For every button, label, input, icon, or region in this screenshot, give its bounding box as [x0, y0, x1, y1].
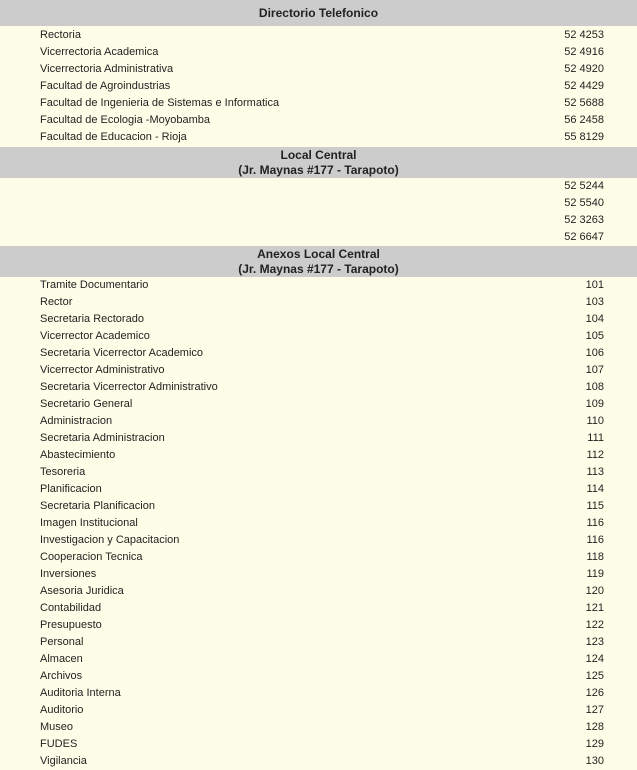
entry-number: 114 [586, 483, 604, 495]
list-item [0, 112, 637, 129]
list-item [0, 566, 637, 583]
list-item [0, 447, 637, 464]
list-item [0, 413, 637, 430]
entry-number: 52 4920 [564, 63, 604, 75]
entry-number: 52 3263 [564, 214, 604, 226]
entry-name: Facultad de Ingenieria de Sistemas e Informatica [40, 97, 280, 109]
entry-number: 107 [585, 364, 604, 376]
list-item [0, 95, 637, 112]
section-local-central [0, 147, 637, 246]
entry-name: FUDES [40, 738, 78, 750]
entry-name: Personal [40, 636, 84, 648]
entry-number: 123 [585, 636, 604, 648]
list-item [0, 549, 637, 566]
list-item [0, 685, 637, 702]
section-title: Local Central [280, 148, 357, 162]
entry-name: Secretaria Vicerrector Academico [40, 347, 204, 359]
section-header [0, 246, 637, 277]
phone-list [0, 178, 637, 246]
section-anexos [0, 246, 637, 770]
entry-number: 121 [585, 602, 604, 614]
entry-name: Facultad de Agroindustrias [40, 80, 171, 92]
entry-name: Vicerrector Academico [40, 330, 150, 342]
entry-name: Secretario General [40, 398, 133, 410]
section-directorio [0, 0, 637, 146]
entry-name: Planificacion [40, 483, 102, 495]
list-item [0, 651, 637, 668]
entry-name: Contabilidad [40, 602, 102, 614]
entry-number: 56 2458 [564, 114, 604, 126]
entry-number: 52 4253 [564, 29, 604, 41]
entry-number: 105 [585, 330, 604, 342]
entry-name: Imagen Institucional [40, 517, 138, 529]
extension-list [0, 277, 637, 770]
entry-number: 122 [585, 619, 604, 631]
entry-name: Cooperacion Tecnica [40, 551, 143, 563]
entry-name: Secretaria Rectorado [40, 313, 144, 325]
list-item [0, 600, 637, 617]
entry-number: 113 [586, 466, 604, 478]
entry-number: 125 [585, 670, 604, 682]
entry-number: 52 5244 [564, 180, 604, 192]
entry-name: Facultad de Educacion - Rioja [40, 131, 187, 143]
entry-name: Auditoria Interna [40, 687, 121, 699]
entry-number: 112 [586, 449, 604, 461]
section-subtitle: (Jr. Maynas #177 - Tarapoto) [238, 163, 399, 177]
phone-list [0, 26, 637, 146]
entry-name: Archivos [40, 670, 83, 682]
entry-number: 128 [585, 721, 604, 733]
entry-number: 120 [585, 585, 604, 597]
entry-number: 52 4429 [564, 80, 604, 92]
entry-number: 116 [586, 534, 604, 546]
entry-name: Vicerrectoria Academica [40, 46, 159, 58]
entry-name: Vicerrector Administrativo [40, 364, 165, 376]
list-item [0, 464, 637, 481]
list-item [0, 178, 637, 195]
entry-name: Abastecimiento [40, 449, 116, 461]
list-item [0, 617, 637, 634]
entry-number: 109 [585, 398, 604, 410]
list-item [0, 634, 637, 651]
entry-name: Tramite Documentario [40, 279, 149, 291]
list-item [0, 328, 637, 345]
list-item [0, 212, 637, 229]
section-header [0, 147, 637, 178]
list-item [0, 195, 637, 212]
section-header [0, 0, 637, 26]
list-item [0, 702, 637, 719]
entry-name: Vicerrectoria Administrativa [40, 63, 174, 75]
entry-number: 110 [586, 415, 604, 427]
entry-name: Facultad de Ecologia -Moyobamba [40, 114, 210, 126]
entry-number: 118 [586, 551, 604, 563]
list-item [0, 277, 637, 294]
list-item [0, 345, 637, 362]
list-item [0, 61, 637, 78]
entry-name: Asesoria Juridica [40, 585, 124, 597]
entry-number: 52 6647 [564, 231, 604, 243]
list-item [0, 396, 637, 413]
entry-number: 52 5688 [564, 97, 604, 109]
entry-number: 119 [586, 568, 604, 580]
entry-number: 55 8129 [564, 131, 604, 143]
list-item [0, 311, 637, 328]
entry-name: Tesoreria [40, 466, 86, 478]
entry-name: Vigilancia [40, 755, 87, 767]
list-item [0, 27, 637, 44]
list-item [0, 379, 637, 396]
entry-number: 116 [586, 517, 604, 529]
entry-number: 52 4916 [564, 46, 604, 58]
section-title: Directorio Telefonico [258, 6, 379, 20]
list-item [0, 532, 637, 549]
list-item [0, 668, 637, 685]
entry-name: Administracion [40, 415, 113, 427]
entry-number: 104 [585, 313, 604, 325]
entry-name: Secretaria Vicerrector Administrativo [40, 381, 218, 393]
entry-name: Auditorio [40, 704, 84, 716]
list-item [0, 44, 637, 61]
list-item [0, 498, 637, 515]
list-item [0, 78, 637, 95]
list-item [0, 481, 637, 498]
list-item [0, 583, 637, 600]
entry-number: 130 [585, 755, 604, 767]
entry-name: Presupuesto [40, 619, 102, 631]
list-item [0, 753, 637, 770]
entry-name: Museo [40, 721, 74, 733]
entry-number: 103 [585, 296, 604, 308]
section-subtitle: (Jr. Maynas #177 - Tarapoto) [238, 262, 399, 276]
entry-name: Secretaria Planificacion [40, 500, 155, 512]
list-item [0, 229, 637, 246]
list-item [0, 736, 637, 753]
section-title: Anexos Local Central [257, 247, 380, 261]
entry-name: Secretaria Administracion [40, 432, 165, 444]
entry-number: 106 [585, 347, 604, 359]
entry-name: Inversiones [40, 568, 97, 580]
list-item [0, 515, 637, 532]
entry-number: 108 [585, 381, 604, 393]
entry-number: 101 [585, 279, 604, 291]
entry-name: Almacen [40, 653, 83, 665]
entry-number: 129 [585, 738, 604, 750]
list-item [0, 719, 637, 736]
entry-number: 126 [585, 687, 604, 699]
entry-name: Rectoria [40, 29, 81, 41]
entry-number: 52 5540 [564, 197, 604, 209]
list-item [0, 430, 637, 447]
entry-name: Rector [40, 296, 73, 308]
entry-name: Investigacion y Capacitacion [40, 534, 180, 546]
entry-number: 115 [586, 500, 604, 512]
entry-number: 127 [585, 704, 604, 716]
list-item [0, 129, 637, 146]
entry-number: 111 [587, 432, 604, 444]
list-item [0, 362, 637, 379]
entry-number: 124 [585, 653, 604, 665]
list-item [0, 294, 637, 311]
